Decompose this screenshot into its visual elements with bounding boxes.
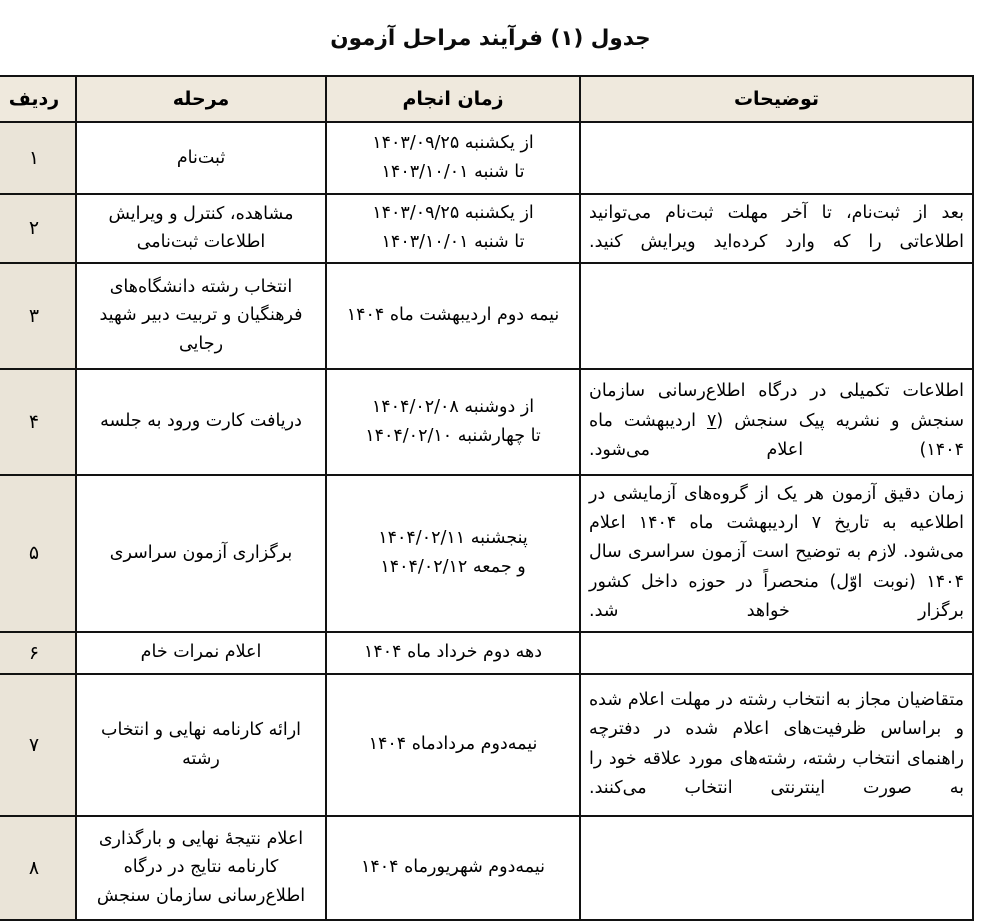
cell-row-number: ۳ — [0, 263, 76, 369]
column-header-time: زمان انجام — [326, 76, 580, 122]
description-underlined-day: ۷ — [707, 410, 717, 431]
time-line-to: تا شنبه ۱۴۰۳/۱۰/۰۱ — [381, 232, 525, 253]
column-header-row-number: ردیف — [0, 76, 76, 122]
cell-descriptions: زمان دقیق آزمون هر یک از گروه‌های آزمایشی در اطلاعیه به تاریخ ۷ اردیبهشت ماه ۱۴۰۴ اعلام می‌شود. لازم به توضیح است آزمون سراسری سال ۱۴۰۴ (نوبت اوّل) منحصراً در حوزه داخل کشور برگزار خواهد شد. — [580, 475, 973, 632]
cell-row-number: ۴ — [0, 369, 76, 475]
time-line-to: و جمعه ۱۴۰۴/۰۲/۱۲ — [380, 557, 526, 578]
cell-row-number: ۵ — [0, 475, 76, 632]
description-text-part2: اردیبهشت ماه ۱۴۰۴) اعلام می‌شود. — [589, 410, 964, 461]
cell-stage: برگزاری آزمون سراسری — [76, 475, 326, 632]
table-header-row — [0, 76, 973, 122]
description-text-part1: اطلاعات تکمیلی در درگاه اطلاع‌رسانی سازمان سنجش و نشریه پیک سنجش ( — [589, 381, 964, 431]
cell-descriptions — [580, 632, 973, 674]
time-line-to: تا چهارشنبه ۱۴۰۴/۰۲/۱۰ — [365, 425, 541, 446]
table-row — [0, 475, 973, 632]
time-line-from: نیمه‌دوم شهریورماه ۱۴۰۴ — [360, 857, 546, 877]
table-row — [0, 674, 973, 816]
cell-time — [326, 475, 580, 632]
table-row — [0, 816, 973, 920]
cell-stage: دریافت کارت ورود به جلسه — [76, 369, 326, 475]
time-line-from: از یکشنبه ۱۴۰۳/۰۹/۲۵ — [372, 132, 534, 153]
table-body — [0, 122, 973, 920]
cell-stage: مشاهده، کنترل و ویرایش اطلاعات ثبت‌نامی — [76, 194, 326, 263]
time-line-from: دهه دوم خرداد ماه ۱۴۰۴ — [363, 642, 543, 662]
table-row — [0, 194, 973, 263]
cell-time — [326, 263, 580, 369]
cell-row-number: ۸ — [0, 816, 76, 920]
table-header — [0, 76, 973, 122]
cell-row-number: ۱ — [0, 122, 76, 194]
cell-time — [326, 632, 580, 674]
time-line-from: از دوشنبه ۱۴۰۴/۰۲/۰۸ — [371, 396, 535, 417]
table-row — [0, 632, 973, 674]
cell-time — [326, 122, 580, 194]
time-line-from: پنجشنبه ۱۴۰۴/۰۲/۱۱ — [378, 528, 528, 548]
cell-descriptions: بعد از ثبت‌نام، تا آخر مهلت ثبت‌نام می‌توانید اطلاعاتی را که وارد کرده‌اید ویرایش کنید. — [580, 194, 973, 263]
table-row — [0, 122, 973, 194]
cell-descriptions — [580, 122, 973, 194]
cell-row-number: ۲ — [0, 194, 76, 263]
cell-time — [326, 369, 580, 475]
cell-row-number: ۷ — [0, 674, 76, 816]
cell-time — [326, 816, 580, 920]
column-header-stage: مرحله — [76, 76, 326, 122]
cell-descriptions: متقاضیان مجاز به انتخاب رشته در مهلت اعلام شده و براساس ظرفیت‌های اعلام شده در دفترچه راهنمای انتخاب رشته، رشته‌های مورد علاقه خود را به صورت اینترنتی انتخاب می‌کنند. — [580, 674, 973, 816]
table-row — [0, 263, 973, 369]
cell-descriptions — [580, 263, 973, 369]
cell-descriptions — [580, 816, 973, 920]
time-line-from: نیمه‌دوم مردادماه ۱۴۰۴ — [368, 734, 538, 754]
cell-stage: اعلام نتیجهٔ نهایی و بارگذاری کارنامه نتایج در درگاه اطلاع‌رسانی سازمان سنجش — [76, 816, 326, 920]
cell-stage: انتخاب رشته دانشگاه‌های فرهنگیان و تربیت دبیر شهید رجایی — [76, 263, 326, 369]
cell-stage: ثبت‌نام — [76, 122, 326, 194]
cell-stage: اعلام نمرات خام — [76, 632, 326, 674]
table-container — [0, 75, 974, 921]
cell-stage: ارائه کارنامه نهایی و انتخاب رشته — [76, 674, 326, 816]
table-row — [0, 369, 973, 475]
time-line-from: از یکشنبه ۱۴۰۳/۰۹/۲۵ — [372, 203, 534, 224]
cell-time — [326, 674, 580, 816]
page-title: جدول (۱) فرآیند مراحل آزمون — [330, 26, 651, 51]
cell-row-number: ۶ — [0, 632, 76, 674]
exam-process-table — [0, 75, 974, 921]
time-line-from: نیمه دوم اردیبهشت ماه ۱۴۰۴ — [346, 305, 560, 326]
cell-time — [326, 194, 580, 263]
cell-descriptions — [580, 369, 973, 475]
column-header-descriptions: توضیحات — [580, 76, 973, 122]
time-line-to: تا شنبه ۱۴۰۳/۱۰/۰۱ — [381, 161, 525, 182]
